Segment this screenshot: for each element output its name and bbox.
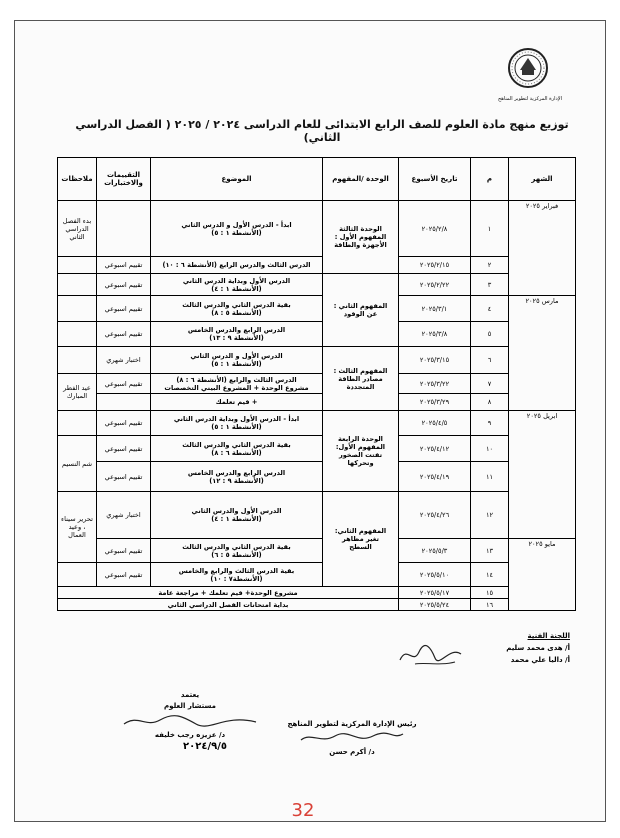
evaluation-cell: اختبار شهري <box>97 492 151 539</box>
evaluation-cell <box>97 394 151 411</box>
week-date: ٢٠٢٥/٢/٢٢ <box>399 274 471 296</box>
topic-cell: بقية الدرس الثاني والدرس الثالث (الأنشطة ٥ : ٦) <box>151 539 323 563</box>
evaluation-cell: تقييم اسبوعي <box>97 462 151 492</box>
page-number: 32 <box>291 800 315 821</box>
week-date: ٢٠٢٥/٤/٥ <box>399 411 471 436</box>
table-row <box>58 322 576 347</box>
topic-cell: الدرس الأول و الدرس الثاني (الأنشطة ١ : ٥) <box>151 347 323 374</box>
note-cell <box>58 274 97 296</box>
evaluation-cell: تقييم اسبوعي <box>97 374 151 394</box>
note-cell <box>58 563 97 587</box>
month-cell: فبراير ٢٠٢٥ <box>509 201 576 296</box>
week-date: ٢٠٢٥/٣/٢٩ <box>399 394 471 411</box>
week-date: ٢٠٢٥/٢/٨ <box>399 201 471 257</box>
signature-icon <box>395 640 465 670</box>
row-number: ١١ <box>471 462 509 492</box>
evaluation-cell: تقييم اسبوعي <box>97 322 151 347</box>
week-date: ٢٠٢٥/٢/١٥ <box>399 257 471 274</box>
topic-cell: الدرس الأول والدرس الثاني (الأنشطة ١ : ٤) <box>151 492 323 539</box>
note-cell <box>58 347 97 374</box>
approval-title: مستشار العلوم <box>164 702 216 710</box>
unit-cell: المفهوم الثاني: تغير مظاهر السطح <box>323 492 399 587</box>
row-number: ٥ <box>471 322 509 347</box>
table-row <box>58 257 576 274</box>
topic-cell: مشروع الوحدة+ قيم تعلمك + مراجعة عامة <box>58 587 399 599</box>
unit-cell: المفهوم الثاني : عن الوقود <box>323 274 399 347</box>
logo-caption: الإدارة المركزية لتطوير المناهج <box>498 96 562 102</box>
week-date: ٢٠٢٥/٣/١ <box>399 296 471 322</box>
week-date: ٢٠٢٥/٤/١٢ <box>399 436 471 462</box>
table-row <box>58 587 576 599</box>
topic-cell: الدرس الرابع والدرس الخامس (الأنشطة ٩ : ١٣) <box>151 322 323 347</box>
note-cell <box>58 257 97 274</box>
header-week-date: تاريخ الأسبوع <box>399 158 471 201</box>
row-number: ١ <box>471 201 509 257</box>
evaluation-cell: تقييم اسبوعي <box>97 296 151 322</box>
note-cell <box>58 296 97 322</box>
topic-cell: بداية امتحانات الفصل الدراسي الثاني <box>58 599 399 611</box>
note-cell: عيد الفطر المبارك <box>58 374 97 411</box>
head-name: د/ أكرم حسن <box>329 748 375 756</box>
evaluation-cell <box>97 201 151 257</box>
ministry-logo-icon <box>500 46 556 94</box>
approval-date: ٢٠٢٤/٩/٥ <box>183 741 227 752</box>
week-date: ٢٠٢٥/٥/٣ <box>399 539 471 563</box>
approval-label: يعتمد <box>180 691 200 699</box>
topic-cell: + قيم تعلمك <box>151 394 323 411</box>
evaluation-cell: تقييم اسبوعي <box>97 436 151 462</box>
table-row <box>58 394 576 411</box>
evaluation-cell: تقييم اسبوعي <box>97 539 151 563</box>
unit-cell: الوحدة الرابعة المفهوم الأول: تفتت الصخور وتحركها <box>323 411 399 492</box>
header-unit: الوحدة /المفهوم <box>323 158 399 201</box>
note-cell <box>58 411 97 436</box>
committee-heading: اللجنة الفنية <box>527 632 570 640</box>
month-cell: مارس ٢٠٢٥ <box>509 296 576 411</box>
row-number: ٧ <box>471 374 509 394</box>
approval-name: د/ عزيزه رجب خليفه <box>154 731 226 739</box>
row-number: ١٤ <box>471 563 509 587</box>
topic-cell: ابدأ - الدرس الأول وبداية الدرس الثاني (الأنشطة ١ : ٥) <box>151 411 323 436</box>
header-notes: ملاحظات <box>58 158 97 201</box>
unit-cell: الوحدة الثالثة المفهوم الأول : الأجهزة والطاقة <box>323 201 399 274</box>
table-row <box>58 462 576 492</box>
header-topic: الموضوع <box>151 158 323 201</box>
table-header-row <box>58 158 576 201</box>
table-row <box>58 201 576 257</box>
signature-icon <box>297 730 407 746</box>
row-number: ١٠ <box>471 436 509 462</box>
curriculum-table <box>57 157 576 611</box>
week-date: ٢٠٢٥/٣/١٥ <box>399 347 471 374</box>
table-row <box>58 563 576 587</box>
topic-cell: بقية الدرس الثاني والدرس الثالث (الأنشطة ٦ : ٨) <box>151 436 323 462</box>
committee-member: أ/ داليا علي محمد <box>510 656 570 664</box>
table-row <box>58 274 576 296</box>
row-number: ١٦ <box>471 599 509 611</box>
head-approval-block <box>282 718 422 758</box>
evaluation-cell: تقييم اسبوعي <box>97 411 151 436</box>
week-date: ٢٠٢٥/٣/٢٢ <box>399 374 471 394</box>
table-row <box>58 347 576 374</box>
topic-cell: بقية الدرس الثالث والرابع والخامس (الأنشطة٧ : ١٠) <box>151 563 323 587</box>
topic-cell: الدرس الرابع والدرس الخامس (الأنشطة ٩ : ١٢) <box>151 462 323 492</box>
table-row <box>58 374 576 394</box>
week-date: ٢٠٢٥/٥/١٠ <box>399 563 471 587</box>
note-cell: شم النسيم <box>58 436 97 492</box>
row-number: ٦ <box>471 347 509 374</box>
row-number: ٣ <box>471 274 509 296</box>
week-date: ٢٠٢٥/٥/١٧ <box>399 587 471 599</box>
row-number: ١٢ <box>471 492 509 539</box>
topic-cell: ابدأ - الدرس الأول و الدرس الثاني (الأنشطة ١ : ٥) <box>151 201 323 257</box>
evaluation-cell: اختبار شهري <box>97 347 151 374</box>
week-date: ٢٠٢٥/٤/٢٦ <box>399 492 471 539</box>
topic-cell: بقية الدرس الثاني والدرس الثالث (الأنشطة ٥ : ٨) <box>151 296 323 322</box>
topic-cell: الدرس الثالث والدرس الرابع (الأنشطة ٦ : ١٠) <box>151 257 323 274</box>
header-month: الشهر <box>509 158 576 201</box>
row-number: ٩ <box>471 411 509 436</box>
note-cell <box>58 322 97 347</box>
week-date: ٢٠٢٥/٥/٢٤ <box>399 599 471 611</box>
row-number: ٤ <box>471 296 509 322</box>
topic-cell: الدرس الثالث والرابع (الأنشطة ٦ : ٨) مشروع الوحدة + المشروع البيني التخصصات <box>151 374 323 394</box>
table-row <box>58 492 576 539</box>
row-number: ١٥ <box>471 587 509 599</box>
header-evaluations: التقييمات والاختبارات <box>97 158 151 201</box>
row-number: ٨ <box>471 394 509 411</box>
approval-block <box>80 690 300 752</box>
page-title: توزيع منهج مادة العلوم للصف الرابع الابتدائى للعام الدراسى ٢٠٢٤ / ٢٠٢٥ ( الفصل الدراسي الثاني) <box>75 118 569 144</box>
note-cell: بدء الفصل الدراسي الثاني <box>58 201 97 257</box>
week-date: ٢٠٢٥/٣/٨ <box>399 322 471 347</box>
head-title: رئيس الإدارة المركزية لتطوير المناهج <box>287 720 417 728</box>
unit-cell: المفهوم الثالث : مصادر الطاقة المتجددة <box>323 347 399 411</box>
signature-icon <box>120 712 260 730</box>
week-date: ٢٠٢٥/٤/١٩ <box>399 462 471 492</box>
month-cell: ابريل ٢٠٢٥ <box>509 411 576 539</box>
header-number: م <box>471 158 509 201</box>
evaluation-cell: تقييم اسبوعي <box>97 257 151 274</box>
table-row <box>58 599 576 611</box>
topic-cell: الدرس الأول وبداية الدرس الثاني (الأنشطة ١ : ٤) <box>151 274 323 296</box>
committee-member: أ/ هدى محمد سليم <box>506 644 570 652</box>
table-row <box>58 296 576 322</box>
note-cell: تحرير سيناء ، وعيد العمال <box>58 492 97 563</box>
table-row <box>58 411 576 436</box>
evaluation-cell: تقييم اسبوعي <box>97 274 151 296</box>
row-number: ١٣ <box>471 539 509 563</box>
evaluation-cell: تقييم اسبوعي <box>97 563 151 587</box>
table-row <box>58 436 576 462</box>
row-number: ٢ <box>471 257 509 274</box>
table-row <box>58 539 576 563</box>
month-cell: مايو ٢٠٢٥ <box>509 539 576 611</box>
